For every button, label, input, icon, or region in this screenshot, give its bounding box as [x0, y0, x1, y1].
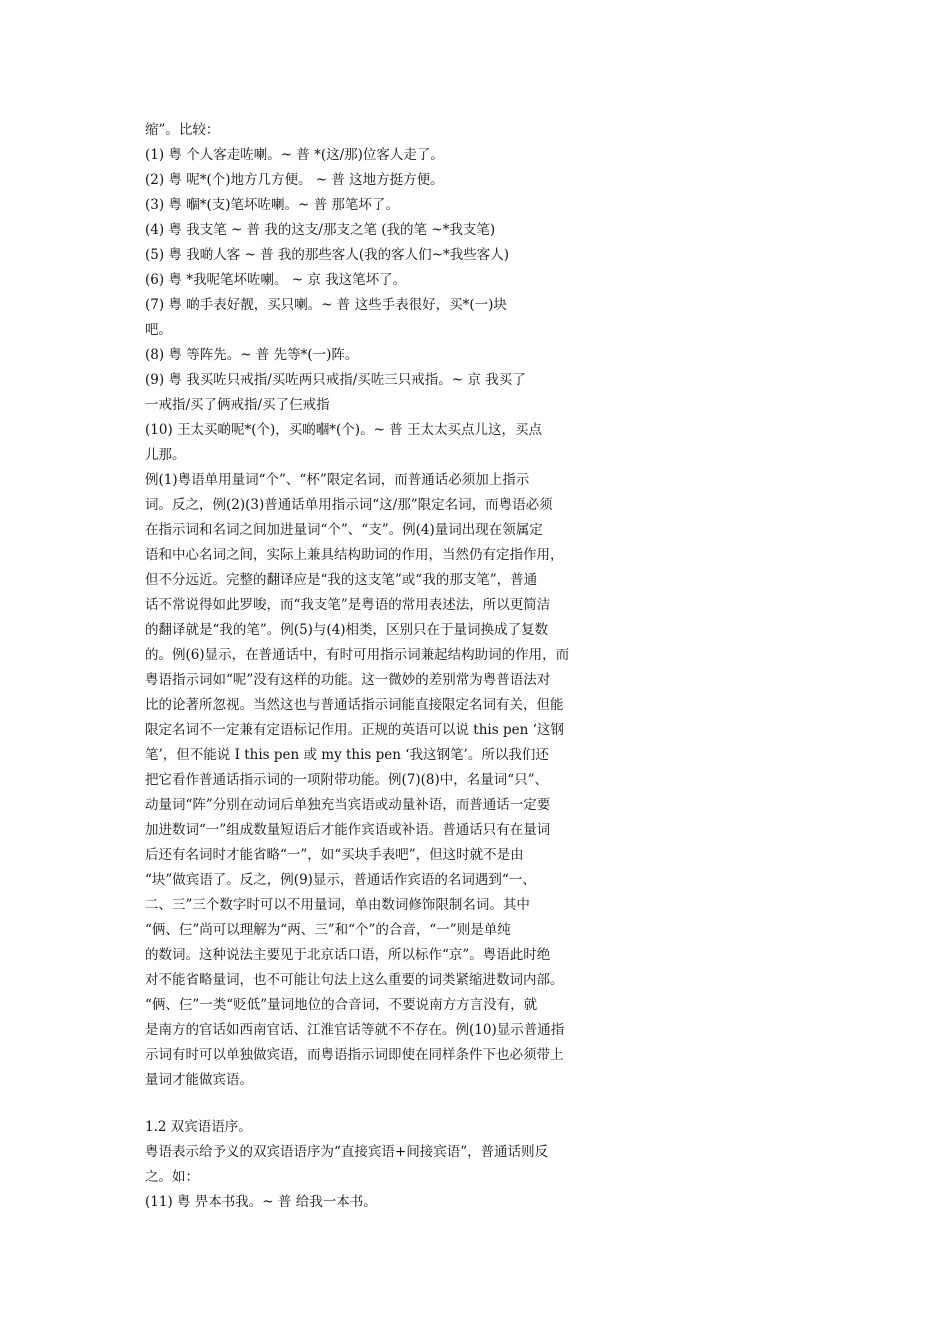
text-line: 但不分远近。完整的翻译应是“我的这支笔”或“我的那支笔”，普通 [145, 572, 538, 588]
text-line: 语和中心名词之间，实际上兼具结构助词的作用，当然仍有定指作用， [145, 547, 564, 563]
text-line: 把它看作普通话指示词的一项附带功能。例(7)(8)中，名量词“只”、 [145, 772, 549, 788]
text-line: 缩”。比较： [145, 122, 220, 138]
text-line: (10) 王太买啲呢*(个)，买啲嗰*(个)。~ 普 王太太买点儿这，买点 [145, 422, 542, 438]
text-line: 一戒指/买了俩戒指/买了仨戒指 [145, 397, 330, 413]
text-line: (2) 粤 呢*(个)地方几方便。 ~ 普 这地方挺方便。 [145, 172, 444, 188]
text-line: (6) 粤 *我呢笔坏咗喇。 ~ 京 我这笔坏了。 [145, 272, 407, 288]
text-line: 量词才能做宾语。 [145, 1072, 253, 1088]
text-line: 之。如： [145, 1169, 199, 1185]
text-line: 二、三”三个数字时可以不用量词，单由数词修饰限制名词。其中 [145, 897, 530, 913]
text-line: “块”做宾语了。反之，例(9)显示，普通话作宾语的名词遇到“一、 [145, 872, 536, 888]
text-line: 加进数词“一”组成数量短语后才能作宾语或补语。普通话只有在量词 [145, 822, 551, 838]
text-line: (4) 粤 我支笔 ~ 普 我的这支/那支之笔 (我的笔 ~*我支笔) [145, 222, 496, 238]
text-line: 比的论著所忽视。当然这也与普通话指示词能直接限定名词有关，但能 [145, 697, 564, 713]
text-line: 动量词“阵”分别在动词后单独充当宾语或动量补语，而普通话一定要 [145, 797, 551, 813]
text-line: 儿那。 [145, 447, 186, 463]
paragraph-gap [145, 1093, 595, 1115]
text-line: 笔’，但不能说 I this pen 或 my this pen ‘我这钢笔’。所以我们还 [145, 747, 549, 763]
text-line: 后还有名词时才能省略“一”，如“买块手表吧”，但这时就不是由 [145, 847, 524, 863]
text-line: 粤语表示给予义的双宾语语序为“直接宾语+间接宾语”，普通话则反 [145, 1144, 549, 1160]
body-text [145, 118, 595, 1093]
text-line: 限定名词不一定兼有定语标记作用。正规的英语可以说 this pen ‘这钢 [145, 722, 564, 738]
text-line: 话不常说得如此罗唆，而“我支笔”是粤语的常用表述法，所以更简洁 [145, 597, 551, 613]
text-line: 词。反之，例(2)(3)普通话单用指示词“这/那”限定名词，而粤语必须 [145, 497, 553, 513]
text-line: (3) 粤 嗰*(支)笔坏咗喇。~ 普 那笔坏了。 [145, 197, 399, 213]
text-line: (11) 粤 畀本书我。~ 普 给我一本书。 [145, 1194, 377, 1210]
text-line: 吧。 [145, 322, 172, 338]
text-line: 在指示词和名词之间加进量词“个”、“支”。例(4)量词出现在领属定 [145, 522, 543, 538]
text-line: “俩、仨”尚可以理解为“两、三”和“个”的合音，“一”则是单纯 [145, 922, 511, 938]
text-line: 的。例(6)显示，在普通话中，有时可用指示词兼起结构助词的作用，而 [145, 647, 570, 663]
text-line: 粤语指示词如“呢”没有这样的功能。这一微妙的差别常为粤普语法对 [145, 672, 551, 688]
text-line: 对不能省略量词，也不可能让句法上这么重要的词类紧缩进数词内部。 [145, 972, 564, 988]
text-line: 示词有时可以单独做宾语，而粤语指示词即使在同样条件下也必须带上 [145, 1047, 564, 1063]
section-heading: 1.2 双宾语语序。 [145, 1119, 252, 1135]
text-line: (1) 粤 个人客走咗喇。~ 普 *(这/那)位客人走了。 [145, 147, 444, 163]
text-line: (9) 粤 我买咗只戒指/买咗两只戒指/买咗三只戒指。~ 京 我买了 [145, 372, 526, 388]
text-line: “俩、仨”一类“贬低”量词地位的合音词，不要说南方方言没有，就 [145, 997, 538, 1013]
text-line: 的数词。这种说法主要见于北京话口语，所以标作“京”。粤语此时绝 [145, 947, 551, 963]
text-line: (7) 粤 啲手表好靓，买只喇。~ 普 这些手表很好，买*(一)块 [145, 297, 507, 313]
section-text [145, 1140, 595, 1215]
text-line: 例(1)粤语单用量词“个”、“杯”限定名词，而普通话必须加上指示 [145, 472, 530, 488]
text-line: 的翻译就是“我的笔”。例(5)与(4)相类，区别只在于量词换成了复数 [145, 622, 549, 638]
document-page [145, 118, 595, 1215]
text-line: (8) 粤 等阵先。~ 普 先等*(一)阵。 [145, 347, 359, 363]
text-line: 是南方的官话如西南官话、江淮官话等就不不存在。例(10)显示普通指 [145, 1022, 565, 1038]
text-line: (5) 粤 我啲人客 ~ 普 我的那些客人(我的客人们~*我些客人) [145, 247, 509, 263]
